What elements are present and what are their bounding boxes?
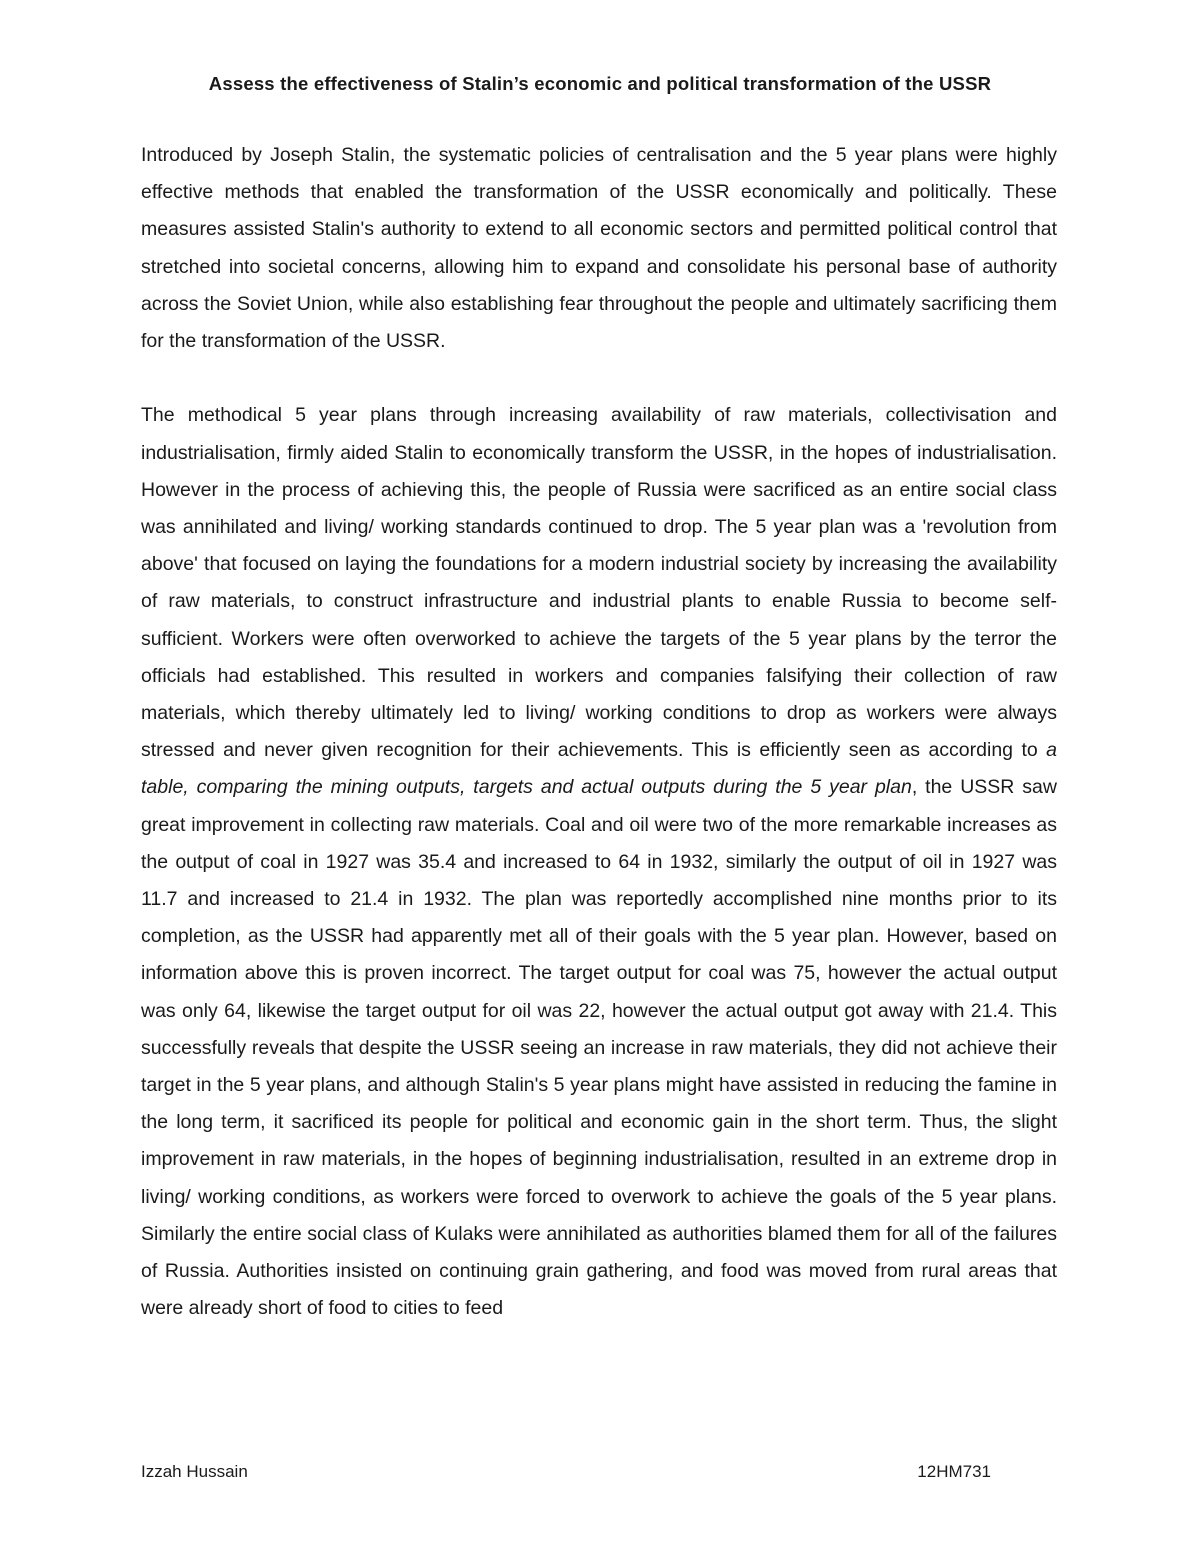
- italic-source-reference: a table, comparing the mining outputs, targets and actual outputs during the 5 year plan: [141, 739, 1057, 799]
- document-body: [141, 137, 1057, 1327]
- footer-author: Izzah Hussain: [141, 1462, 248, 1481]
- footer-class-code: 12HM731: [917, 1462, 991, 1481]
- paragraph-text: The methodical 5 year plans through increasing availability of raw materials, collectivisation and industrialisation, firmly aided Stalin to economically transform the USSR, in the hopes of industrialisation. However in the process of achieving this, the people of Russia were sacrificed as an entire social class was annihilated and living/ working standards continued to drop. The 5 year plan was a 'revolution from above' that focused on laying the foundations for a modern industrial society by increasing the availability of raw materials, to construct infrastructure and industrial plants to enable Russia to become self-sufficient. Workers were often overworked to achieve the targets of the 5 year plans by the terror the officials had established. This resulted in workers and companies falsifying their collection of raw materials, which thereby ultimately led to living/ working conditions to drop as workers were always stressed and never given recognition for their achievements. This is efficiently seen as according to: [141, 404, 1057, 762]
- paragraph-five-year-plans: [141, 397, 1057, 1327]
- paragraph-introduction: Introduced by Joseph Stalin, the systematic policies of centralisation and the 5 year plans were highly effective methods that enabled the transformation of the USSR economically and politically. These measures assisted Stalin's authority to extend to all economic sectors and permitted political control that stretched into societal concerns, allowing him to expand and consolidate his personal base of authority across the Soviet Union, while also establishing fear throughout the people and ultimately sacrificing them for the transformation of the USSR.: [141, 144, 1057, 353]
- document-title: Assess the effectiveness of Stalin’s economic and political transformation of the USSR: [208, 73, 992, 94]
- paragraph-text: , the USSR saw great improvement in collecting raw materials. Coal and oil were two of the more remarkable increases as the output of coal in 1927 was 35.4 and increased to 64 in 1932, similarly the output of oil in 1927 was 11.7 and increased to 21.4 in 1932. The plan was reportedly accomplished nine months prior to its completion, as the USSR had apparently met all of their goals with the 5 year plan. However, based on information above this is proven incorrect. The target output for coal was 75, however the actual output was only 64, likewise the target output for oil was 22, however the actual output got away with 21.4. This successfully reveals that despite the USSR seeing an increase in raw materials, they did not achieve their target in the 5 year plans, and although Stalin's 5 year plans might have assisted in reducing the famine in the long term, it sacrificed its people for political and economic gain in the short term. Thus, the slight improvement in raw materials, in the hopes of beginning industrialisation, resulted in an extreme drop in living/ working conditions, as workers were forced to overwork to achieve the goals of the 5 year plans. Similarly the entire social class of Kulaks were annihilated as authorities blamed them for all of the failures of Russia. Authorities insisted on continuing grain gathering, and food was moved from rural areas that were already short of food to cities to feed: [141, 776, 1057, 1320]
